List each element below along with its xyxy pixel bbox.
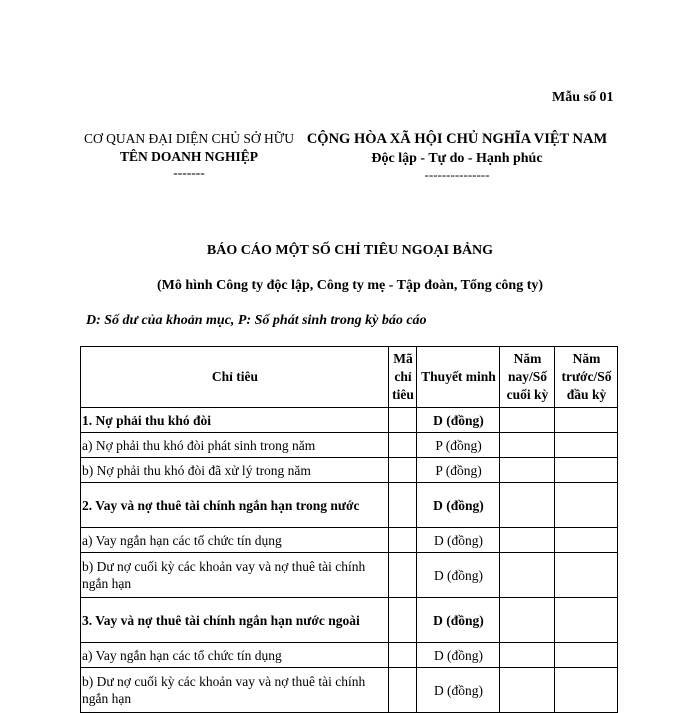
row-explanation: D (đồng) <box>417 553 500 598</box>
table-row <box>81 668 618 713</box>
report-subtitle: (Mô hình Công ty độc lập, Công ty mẹ - Tập đoàn, Tổng công ty) <box>156 278 544 293</box>
row-current-value <box>500 408 555 433</box>
row-previous-value <box>555 433 618 458</box>
row-explanation: D (đồng) <box>417 598 500 643</box>
row-indicator: 1. Nợ phải thu khó đòi <box>81 408 389 433</box>
row-previous-value <box>555 528 618 553</box>
row-explanation: P (đồng) <box>417 458 500 483</box>
row-current-value <box>500 598 555 643</box>
row-previous-value <box>555 408 618 433</box>
col-header-indicator: Chỉ tiêu <box>81 347 389 408</box>
table-row <box>81 483 618 528</box>
row-explanation: D (đồng) <box>417 483 500 528</box>
row-explanation: P (đồng) <box>417 433 500 458</box>
row-code <box>389 483 417 528</box>
row-code <box>389 643 417 668</box>
report-legend: D: Số dư của khoản mục, P: Số phát sinh trong kỳ báo cáo <box>86 313 427 328</box>
table-row <box>81 598 618 643</box>
row-current-value <box>500 643 555 668</box>
row-previous-value <box>555 483 618 528</box>
row-current-value <box>500 458 555 483</box>
table-header-row <box>81 347 618 408</box>
row-previous-value <box>555 598 618 643</box>
row-current-value <box>500 668 555 713</box>
row-indicator: a) Vay ngắn hạn các tổ chức tín dụng <box>81 643 389 668</box>
indicator-table <box>80 346 618 713</box>
row-indicator: 3. Vay và nợ thuê tài chính ngắn hạn nước ngoài <box>81 598 389 643</box>
row-code <box>389 433 417 458</box>
enterprise-name: TÊN DOANH NGHIỆP <box>119 149 258 164</box>
col-header-current-year: Năm nay/Số cuối kỳ <box>500 347 555 408</box>
row-indicator: 2. Vay và nợ thuê tài chính ngắn hạn trong nước <box>81 483 389 528</box>
issuing-agency-header <box>84 130 294 178</box>
form-number: Mẫu số 01 <box>552 90 614 105</box>
national-title: CỘNG HÒA XÃ HỘI CHỦ NGHĨA VIỆT NAM <box>306 131 608 147</box>
row-code <box>389 668 417 713</box>
header-divider-left: ------- <box>173 165 205 180</box>
report-title: BÁO CÁO MỘT SỐ CHỈ TIÊU NGOẠI BẢNG <box>206 243 494 258</box>
row-indicator: b) Dư nợ cuối kỳ các khoản vay và nợ thuê tài chính ngắn hạn <box>81 668 389 713</box>
row-previous-value <box>555 553 618 598</box>
row-current-value <box>500 528 555 553</box>
row-code <box>389 598 417 643</box>
row-code <box>389 458 417 483</box>
row-indicator: a) Nợ phải thu khó đòi phát sinh trong năm <box>81 433 389 458</box>
row-explanation: D (đồng) <box>417 668 500 713</box>
col-header-previous-year: Năm trước/Số đầu kỳ <box>555 347 618 408</box>
row-code <box>389 553 417 598</box>
col-header-code: Mã chỉ tiêu <box>389 347 417 408</box>
row-previous-value <box>555 643 618 668</box>
table-row <box>81 433 618 458</box>
table-row <box>81 458 618 483</box>
row-current-value <box>500 433 555 458</box>
row-previous-value <box>555 458 618 483</box>
row-indicator: b) Dư nợ cuối kỳ các khoản vay và nợ thuê tài chính ngắn hạn <box>81 553 389 598</box>
col-header-explanation: Thuyết minh <box>417 347 500 408</box>
row-explanation: D (đồng) <box>417 408 500 433</box>
table-row <box>81 408 618 433</box>
row-current-value <box>500 553 555 598</box>
table-row <box>81 643 618 668</box>
row-indicator: a) Vay ngắn hạn các tổ chức tín dụng <box>81 528 389 553</box>
row-code <box>389 408 417 433</box>
table-row <box>81 528 618 553</box>
table-row <box>81 553 618 598</box>
row-current-value <box>500 483 555 528</box>
national-header <box>298 130 616 180</box>
row-code <box>389 528 417 553</box>
row-explanation: D (đồng) <box>417 528 500 553</box>
row-indicator: b) Nợ phải thu khó đòi đã xử lý trong năm <box>81 458 389 483</box>
row-explanation: D (đồng) <box>417 643 500 668</box>
owner-agency-name: CƠ QUAN ĐẠI DIỆN CHỦ SỞ HỮU <box>84 131 294 146</box>
header-divider-right: --------------- <box>424 167 490 182</box>
national-motto: Độc lập - Tự do - Hạnh phúc <box>371 151 543 166</box>
row-previous-value <box>555 668 618 713</box>
